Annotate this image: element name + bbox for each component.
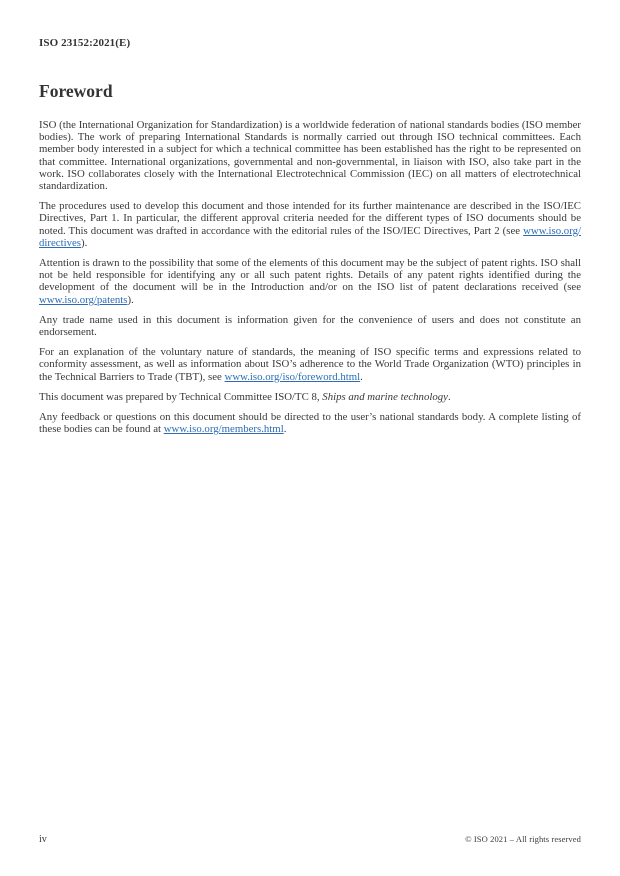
- paragraph: [39, 257, 581, 306]
- page-number: iv: [39, 834, 47, 845]
- paragraph: [39, 200, 581, 249]
- paragraph: [39, 391, 581, 403]
- text-run: ISO (the International Organization for Standardization) is a worldwide federation of national standards bodies (ISO member bodies). The work of preparing International Standards is normally carried out through ISO technical committees. Each member body interested in a subject for which a technical committee has been established has the right to be represented on that committee. International organizations, governmental and non-governmental, in liaison with ISO, also take part in the work. ISO collaborates closely with the International Electrotechnical Commission (IEC) on all matters of electrotechnical standardization.: [39, 119, 581, 193]
- page-footer: [39, 834, 581, 845]
- paragraph: [39, 411, 581, 435]
- hyperlink[interactable]: www.iso.org/members.html: [163, 423, 284, 436]
- text-run: ).: [127, 293, 134, 306]
- text-run: ).: [80, 236, 88, 249]
- text-run: This document was prepared by Technical Committee ISO/TC 8,: [39, 390, 323, 403]
- hyperlink[interactable]: www.iso.org/directives: [39, 224, 581, 249]
- text-run: .: [447, 390, 451, 403]
- text-run: The procedures used to develop this document and those intended for its further maintenance are described in the ISO/IEC Directives, Part 1. In particular, the different approval criteria needed for the different types of ISO documents should be noted. This document was drafted in accordance with the editorial rules of the ISO/IEC Directives, Part 2 (see: [39, 200, 581, 237]
- hyperlink[interactable]: www.iso.org/iso/foreword.html: [224, 370, 361, 383]
- paragraph: [39, 346, 581, 383]
- text-run: .: [360, 370, 363, 383]
- text-run: .: [283, 423, 287, 436]
- text-run: Any trade name used in this document is information given for the convenience of users and does not constitute an endorsement.: [39, 313, 581, 339]
- paragraph: [39, 119, 581, 192]
- hyperlink[interactable]: www.iso.org/patents: [39, 293, 128, 306]
- copyright-notice: © ISO 2021 – All rights reserved: [465, 834, 581, 844]
- paragraph: [39, 314, 581, 338]
- italic-text: Ships and marine technology: [322, 390, 448, 403]
- page-title: Foreword: [39, 81, 113, 101]
- text-run: Any feedback or questions on this document should be directed to the user’s national standards body. A complete listing of these bodies can be found at: [39, 411, 581, 436]
- document-reference: ISO 23152:2021(E): [39, 37, 131, 49]
- foreword-body: [39, 119, 581, 443]
- text-run: Attention is drawn to the possibility that some of the elements of this document may be the subject of patent rights. ISO shall not be held responsible for identifying any or all such patent rights. Details of any patent rights identified during the development of the document will be in the Introduction and/or on the ISO list of patent declarations received (see: [39, 257, 581, 294]
- text-run: For an explanation of the voluntary nature of standards, the meaning of ISO specific terms and expressions related to conformity assessment, as well as information about ISO’s adherence to the World Trade Organization (WTO) principles in the Technical Barriers to Trade (TBT), see: [39, 346, 581, 383]
